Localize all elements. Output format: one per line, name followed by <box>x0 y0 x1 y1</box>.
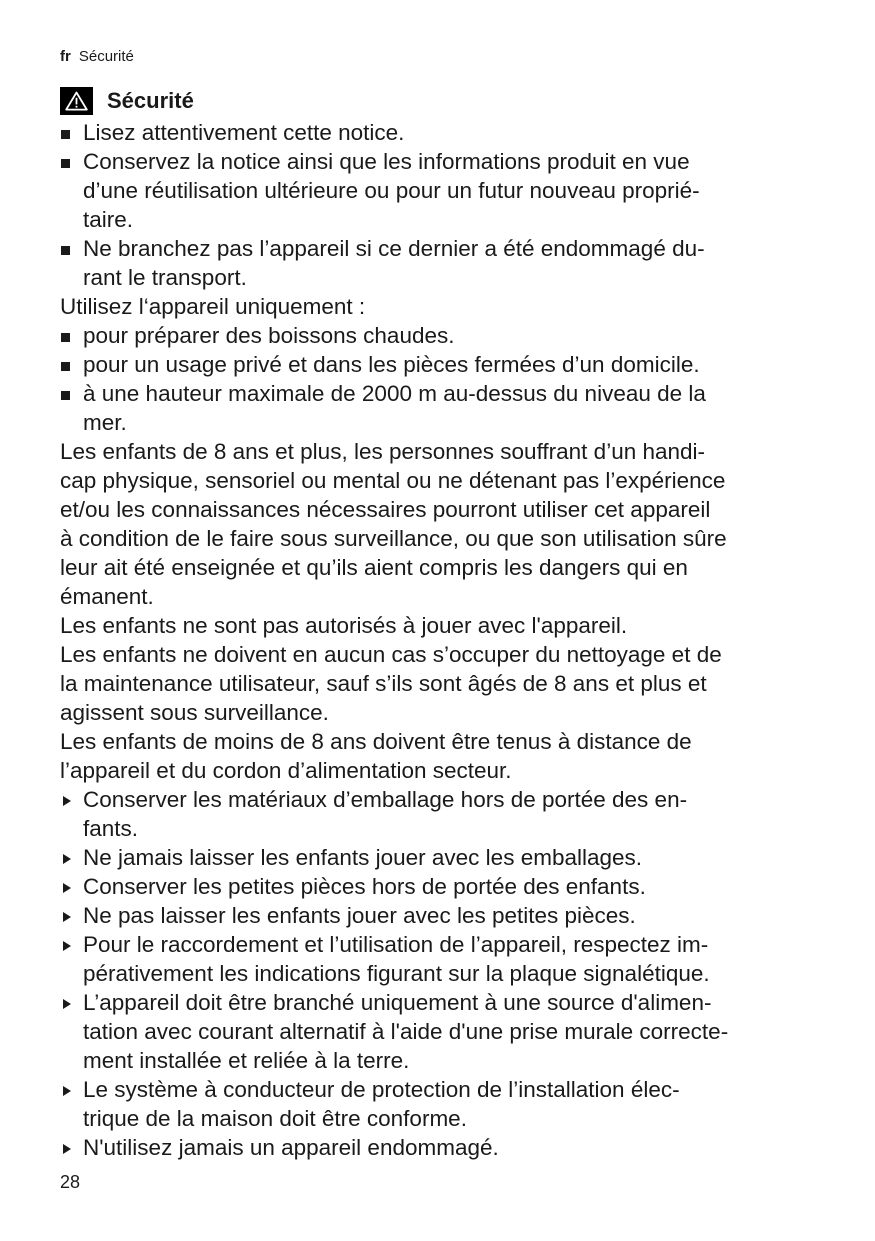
square-bullet-icon <box>61 379 81 408</box>
list-item: Le système à conducteur de protection de l’installation élec- trique de la maison doit être conforme. <box>60 1075 825 1133</box>
arrow-bullet-icon <box>61 1075 81 1104</box>
children-paragraph: Les enfants de 8 ans et plus, les personnes souffrant d’un handi- cap physique, sensoriel ou mental ou ne détenant pas l’expérience et/ou les connaissances nécessaires pourront utiliser cet appareil à condition de le faire sous surveillance, ou que son utilisation sûre leur ait été enseignée et qu’ils aient compris les dangers qui en émanent. <box>60 439 727 609</box>
square-bullet-icon <box>61 321 81 350</box>
arrow-bullet-icon <box>61 785 81 814</box>
language-code: fr <box>60 48 71 65</box>
running-header <box>60 48 134 66</box>
list-item: Ne jamais laisser les enfants jouer avec les emballages. <box>60 843 825 872</box>
square-bullet-icon <box>61 147 81 176</box>
section-heading <box>60 86 194 116</box>
children-play-paragraph: Les enfants ne sont pas autorisés à jouer avec l'appareil. <box>60 613 628 638</box>
list-item: Conserver les petites pièces hors de portée des enfants. <box>60 872 825 901</box>
warning-triangle-icon <box>60 87 93 115</box>
action-steps-list <box>60 785 825 1162</box>
arrow-bullet-icon <box>61 930 81 959</box>
arrow-bullet-icon <box>61 1133 81 1162</box>
list-item: à une hauteur maximale de 2000 m au-dessus du niveau de la mer. <box>60 379 825 437</box>
square-bullet-icon <box>61 350 81 379</box>
list-item: Lisez attentivement cette notice. <box>60 118 825 147</box>
list-item: pour un usage privé et dans les pièces fermées d’un domicile. <box>60 350 825 379</box>
list-item: L’appareil doit être branché uniquement à une source d'alimen- tation avec courant alternatif à l'aide d'une prise murale correcte- ment installée et reliée à la terre. <box>60 988 825 1075</box>
arrow-bullet-icon <box>61 988 81 1017</box>
arrow-bullet-icon <box>61 901 81 930</box>
page-title: Sécurité <box>107 88 194 113</box>
list-item: Pour le raccordement et l’utilisation de l’appareil, respectez im- pérativement les indications figurant sur la plaque signalétique. <box>60 930 825 988</box>
square-bullet-icon <box>61 118 81 147</box>
arrow-bullet-icon <box>61 872 81 901</box>
list-item: Conservez la notice ainsi que les informations produit en vue d’une réutilisation ultérieure ou pour un futur nouveau proprié- taire. <box>60 147 825 234</box>
list-item: pour préparer des boissons chaudes. <box>60 321 825 350</box>
usage-intro: Utilisez l‘appareil uniquement : <box>60 294 366 319</box>
children-distance-paragraph: Les enfants de moins de 8 ans doivent être tenus à distance de l’appareil et du cordon d’alimentation secteur. <box>60 729 692 783</box>
list-item: Ne branchez pas l’appareil si ce dernier a été endommagé du- rant le transport. <box>60 234 825 292</box>
safety-instructions-list <box>60 118 825 292</box>
list-item: N'utilisez jamais un appareil endommagé. <box>60 1133 825 1162</box>
list-item: Conserver les matériaux d’emballage hors de portée des en- fants. <box>60 785 825 843</box>
square-bullet-icon <box>61 234 81 263</box>
children-cleaning-paragraph: Les enfants ne doivent en aucun cas s’occuper du nettoyage et de la maintenance utilisateur, sauf s’ils sont âgés de 8 ans et plus et agissent sous surveillance. <box>60 642 722 725</box>
intended-use-list <box>60 321 825 437</box>
document-body <box>60 118 825 1162</box>
page-number: 28 <box>60 1172 81 1192</box>
running-section-title: Sécurité <box>78 48 134 65</box>
arrow-bullet-icon <box>61 843 81 872</box>
list-item: Ne pas laisser les enfants jouer avec les petites pièces. <box>60 901 825 930</box>
